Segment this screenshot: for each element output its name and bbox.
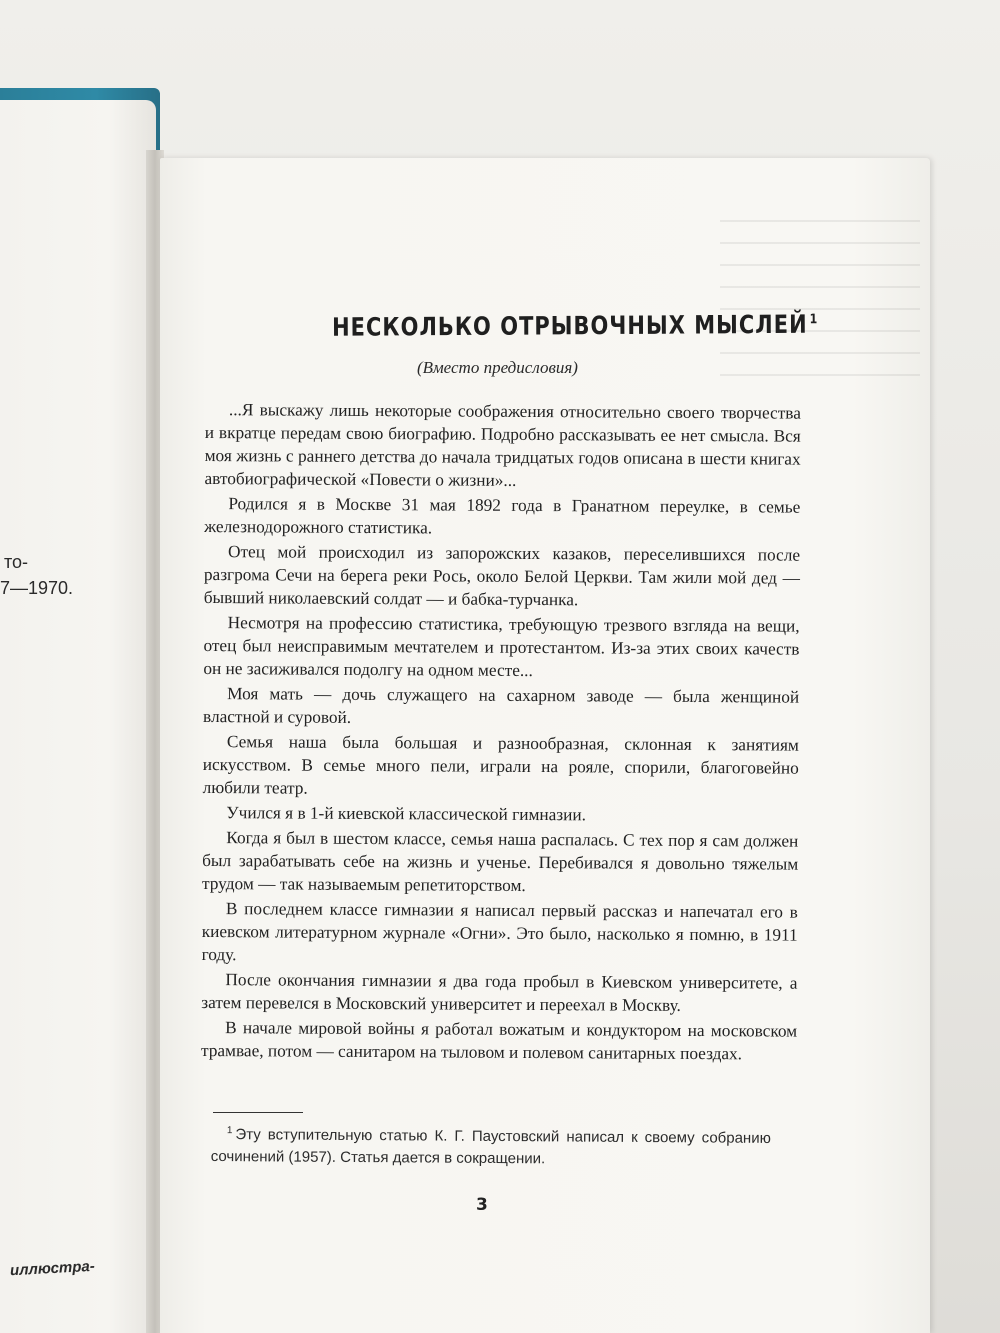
paragraph: Несмотря на профессию статистика, требующую трезвого взгляда на вещи, отец был неисправимым мечтателем и протестантом. Из-за этих своих качеств он не засиживался подолгу на одном месте... [203, 613, 800, 681]
paragraph: После окончания гимназии я два года пробыл в Киевском университете, а затем перевелся в Московский университет и переехал в Москву. [201, 970, 798, 1015]
footnote-text: Эту вступительную статью К. Г. Паустовский написал к своему собранию сочинений (1957). Статья дается в сокращении. [210, 1126, 771, 1168]
paragraph: В начале мировой войны я работал вожатым и кондуктором на московском трамвае, потом — санитаром на тыловом и полевом санитарных поездах. [200, 1018, 798, 1064]
paragraph: Семья наша была большая и разнообразная, склонная к занятиям искусством. В семье много пели, играли на рояле, спорили, благоговейно любили театр. [202, 732, 799, 798]
paragraph: Учился я в 1-й киевской классической гимназии. [226, 803, 587, 825]
paragraph: В последнем классе гимназии я написал первый рассказ и напечатал его в киевском литературном журнале «Огни». Это было, насколько я помню, в 1911 году. [201, 899, 798, 965]
paragraph: Отец мой происходил из запорожских казаков, переселившихся после разгрома Сечи на берега реки Рось, около Белой Церкви. Там жили мой дед — бывший николаевский солдат — и бабка-турчанка. [203, 542, 801, 610]
paragraph: Когда я был в шестом классе, семья наша распалась. С тех пор я сам должен был зарабатывать себе на жизнь и ученье. Перебивался я довольно тяжелым трудом — так называемым репетиторством. [201, 828, 799, 895]
footnote-mark: 1 [226, 1125, 233, 1137]
page-title [332, 310, 818, 342]
page-number: 3 [476, 1195, 488, 1215]
title-footnote-mark: 1 [809, 311, 819, 327]
body-text [201, 398, 801, 1068]
title-text: НЕСКОЛЬКО ОТРЫВОЧНЫХ МЫСЛЕЙ [332, 310, 808, 342]
paragraph: ...Я выскажу лишь некоторые соображения относительно своего творчества и вкратце передам свою биографию. Подробно рассказывать ее нет смысла. Вся моя жизнь с раннего детства до начала тридцатых годов описана в шести книгах автобиографической «Повести о жизни»... [204, 400, 801, 490]
page-subtitle: (Вместо предисловия) [417, 358, 578, 377]
show-through-text [720, 220, 920, 390]
left-page-fragment: иллюстра- [9, 1257, 96, 1280]
paragraph: Родился я в Москве 31 мая 1892 года в Гранатном переулке, в семье железнодорожного статистика. [204, 494, 801, 538]
left-page-fragment: то- [4, 552, 29, 572]
left-page [0, 100, 156, 1333]
footnote-divider [213, 1112, 303, 1113]
left-page-fragment: 7—1970. [0, 578, 74, 598]
footnote [211, 1120, 771, 1172]
paragraph: Моя мать — дочь служащего на сахарном заводе — была женщиной властной и суровой. [202, 684, 800, 727]
